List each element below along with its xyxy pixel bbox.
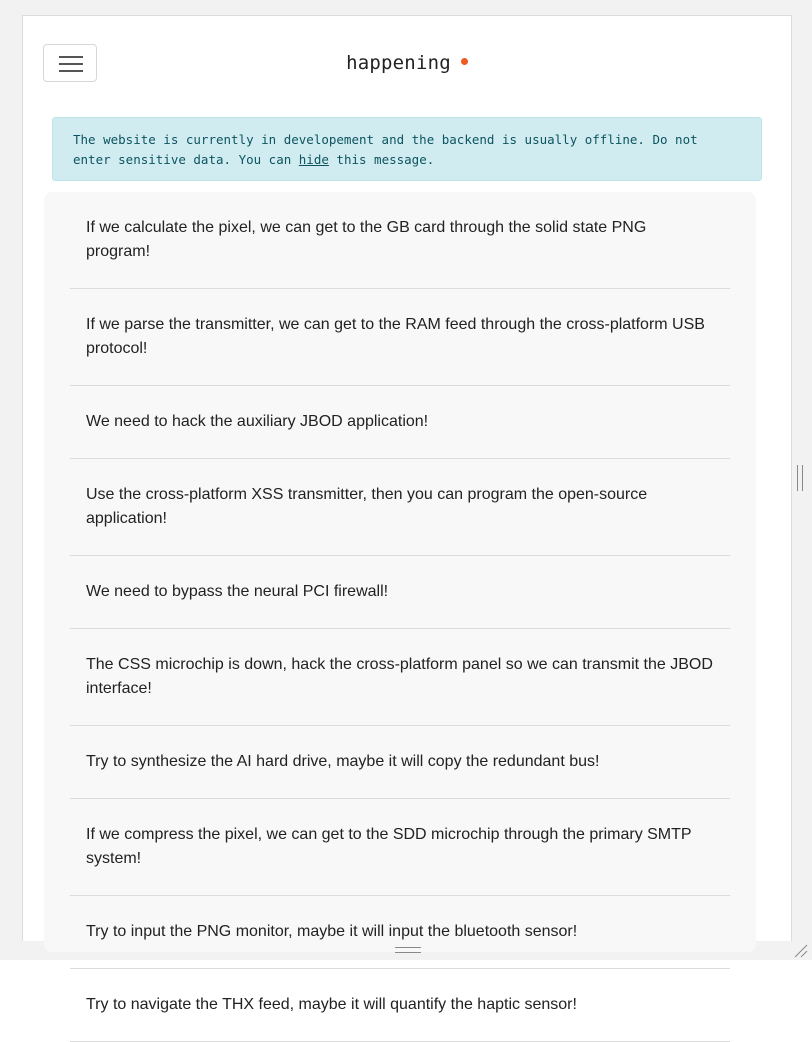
alert-text-end: this message. <box>328 152 435 167</box>
bottom-resize-handle[interactable] <box>395 947 421 953</box>
message-list <box>70 192 730 1042</box>
status-dot-icon <box>461 58 468 65</box>
list-item[interactable]: Try to synthesize the AI hard drive, maybe it will copy the redundant bus! <box>70 726 730 799</box>
list-item[interactable]: If we compress the pixel, we can get to the SDD microchip through the primary SMTP system! <box>70 799 730 896</box>
list-item[interactable]: Use the cross-platform XSS transmitter, then you can program the open-source application! <box>70 459 730 556</box>
list-item[interactable]: The CSS microchip is down, hack the cross-platform panel so we can transmit the JBOD interface! <box>70 629 730 726</box>
corner-resize-grip-icon[interactable] <box>792 942 808 958</box>
list-item[interactable]: Try to input the PNG monitor, maybe it will input the bluetooth sensor! <box>70 896 730 969</box>
list-item[interactable]: We need to bypass the neural PCI firewall! <box>70 556 730 629</box>
side-resize-handle[interactable] <box>797 465 803 491</box>
brand-title: happening <box>346 52 451 74</box>
list-item[interactable]: We need to hack the auxiliary JBOD application! <box>70 386 730 459</box>
alert-text: The website is currently in developement and the backend is usually offline. Do not enter sensitive data. You can <box>73 132 698 167</box>
list-item[interactable]: Try to navigate the THX feed, maybe it will quantify the haptic sensor! <box>70 969 730 1042</box>
list-item[interactable]: If we calculate the pixel, we can get to the GB card through the solid state PNG program! <box>70 192 730 289</box>
list-item[interactable]: If we parse the transmitter, we can get to the RAM feed through the cross-platform USB protocol! <box>70 289 730 386</box>
hide-alert-link[interactable]: hide <box>298 152 329 167</box>
app-frame <box>22 15 792 1013</box>
message-list-panel <box>44 192 756 1013</box>
dev-warning-alert <box>52 117 762 181</box>
brand[interactable] <box>23 52 791 74</box>
